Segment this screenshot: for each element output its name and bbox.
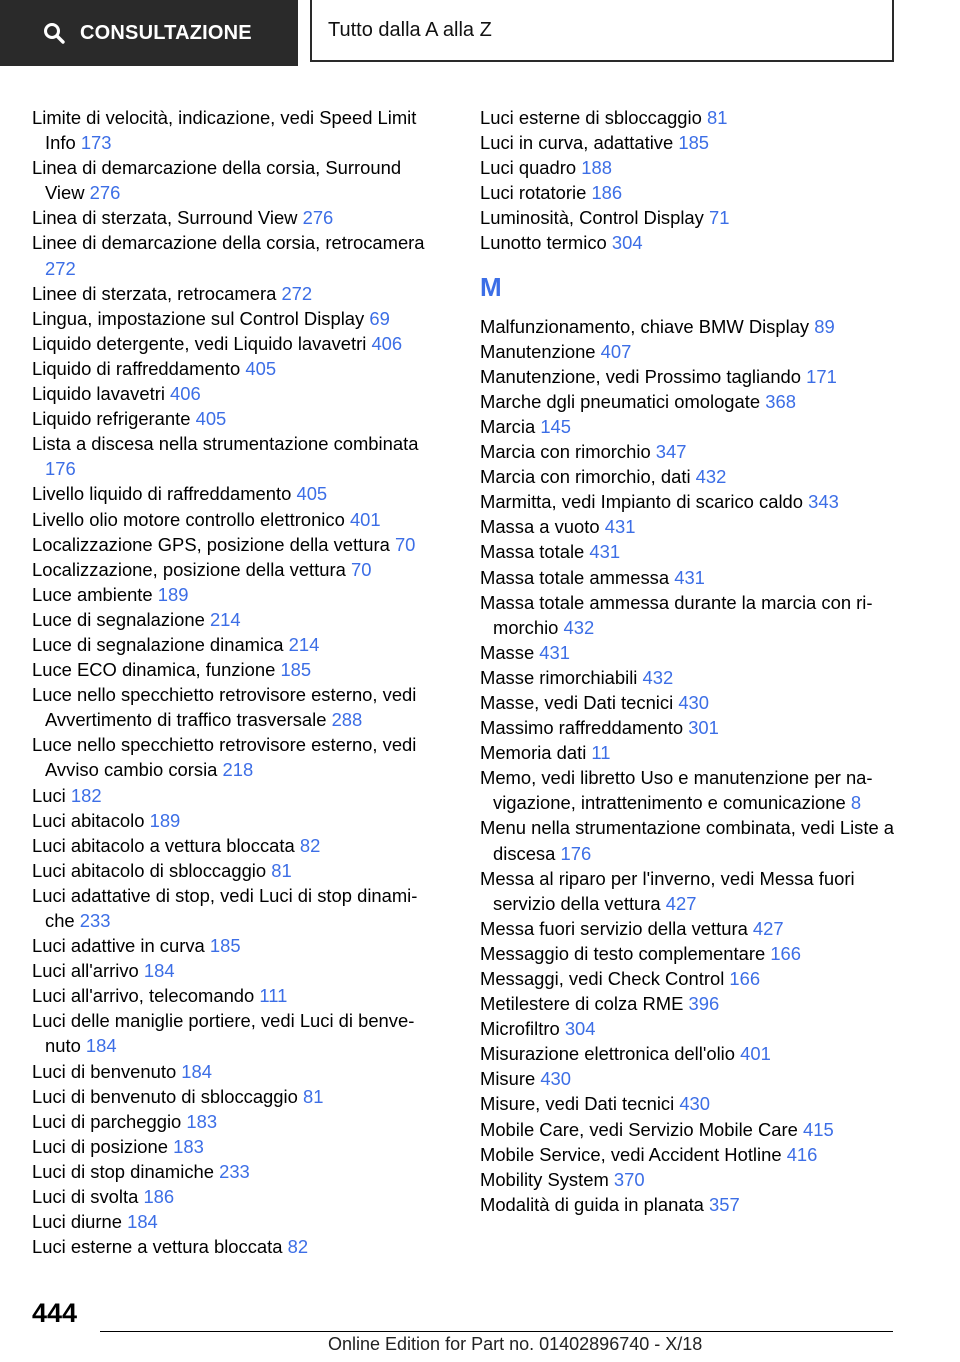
index-entry-term: Memo, vedi libretto Uso e manutenzione per navigazione, intrattenimento e comunicazione — [480, 767, 873, 814]
page-reference-link[interactable]: 185 — [678, 132, 710, 154]
index-entry — [480, 991, 900, 1016]
index-entry-term: Luce nello specchietto retrovisore esterno, vedi Avvertimento di traffico trasversale — [32, 684, 417, 731]
index-entry-term: Luci adattative di stop, vedi Luci di stop dinamiche — [32, 884, 418, 931]
index-entry-term: Luci esterne a vettura bloccata — [32, 1236, 283, 1258]
index-entry — [32, 682, 437, 732]
page-reference-link[interactable]: 11 — [591, 742, 611, 764]
index-entry — [480, 815, 900, 865]
index-entry-term: Luci abitacolo di sbloccaggio — [32, 859, 267, 881]
index-entry — [480, 1091, 900, 1116]
index-entry — [480, 1016, 900, 1041]
page-reference-link[interactable]: 407 — [600, 340, 632, 362]
index-entry — [480, 1142, 900, 1167]
index-entry — [32, 230, 437, 280]
page-reference-link[interactable]: 301 — [688, 717, 719, 739]
page-reference-link[interactable]: 186 — [143, 1186, 175, 1208]
page-reference-link[interactable]: 218 — [222, 759, 254, 781]
index-entry-term: Masse, vedi Dati tecnici — [480, 691, 674, 713]
index-entry — [480, 539, 900, 564]
index-entry-term: Marche dgli pneumatici omologate — [480, 390, 761, 412]
index-entry — [32, 481, 437, 506]
page-reference-link[interactable]: 427 — [665, 892, 697, 914]
index-entry-term: Messa fuori servizio della vettura — [480, 917, 748, 939]
index-entry-term: Memoria dati — [480, 742, 587, 764]
page-reference-link[interactable]: 357 — [709, 1193, 740, 1215]
index-entry-term: Livello liquido di raffreddamento — [32, 483, 292, 505]
index-entry-term: Linea di sterzata, Surround View — [32, 207, 298, 229]
index-entry — [32, 1084, 437, 1109]
index-entry-term: Luci delle maniglie portiere, vedi Luci di benvenuto — [32, 1010, 415, 1057]
page-reference-link[interactable]: 183 — [186, 1110, 218, 1132]
page-reference-link[interactable]: 171 — [806, 365, 837, 387]
index-entry-term: Luci adattive in curva — [32, 935, 205, 957]
page-reference-link[interactable]: 430 — [540, 1068, 571, 1090]
index-entry-term: Luci in curva, adattative — [480, 132, 674, 154]
index-entry — [480, 514, 900, 539]
page-reference-link[interactable]: 431 — [604, 516, 636, 538]
index-entry — [32, 808, 437, 833]
page-reference-link[interactable]: 145 — [540, 415, 571, 437]
index-entry-term: Liquido di raffreddamento — [32, 357, 241, 379]
page-reference-link[interactable]: 176 — [45, 458, 76, 480]
page-reference-link[interactable]: 81 — [271, 859, 292, 881]
page-reference-link[interactable]: 405 — [195, 408, 227, 430]
page-reference-link[interactable]: 233 — [79, 910, 111, 931]
index-entry — [480, 314, 900, 339]
index-entry — [480, 1167, 900, 1192]
index-entry-term: Manutenzione, vedi Prossimo tagliando — [480, 365, 802, 387]
index-entry-term: Luci rotatorie — [480, 182, 587, 204]
index-entry — [32, 557, 437, 582]
index-entry — [480, 439, 900, 464]
index-entry — [480, 715, 900, 740]
index-entry-term: Liquido detergente, vedi Liquido lavavetri — [32, 332, 367, 354]
index-entry-term: Marcia — [480, 415, 536, 437]
page-reference-link[interactable]: 89 — [814, 315, 835, 337]
page-reference-link[interactable]: 304 — [611, 232, 643, 254]
page-reference-link[interactable]: 82 — [299, 834, 321, 856]
index-entry — [32, 1209, 437, 1234]
page-reference-link[interactable]: 188 — [581, 157, 612, 179]
page-reference-link[interactable]: 69 — [369, 307, 390, 329]
page-reference-link[interactable]: 166 — [770, 942, 802, 964]
index-entry — [32, 632, 437, 657]
index-entry — [480, 364, 900, 389]
index-entry — [480, 489, 900, 514]
page-reference-link[interactable]: 185 — [209, 935, 241, 957]
index-entry-term: Luce ECO dinamica, funzione — [32, 659, 276, 681]
page-reference-link[interactable]: 184 — [85, 1035, 117, 1057]
page-reference-link[interactable]: 272 — [45, 257, 76, 279]
index-entry-term: Luci di stop dinamiche — [32, 1160, 214, 1182]
index-entry-term: Marcia con rimorchio — [480, 441, 651, 463]
page-reference-link[interactable]: 415 — [803, 1118, 834, 1140]
index-group-m — [480, 314, 900, 1217]
index-entry-term: Misure, vedi Dati tecnici — [480, 1093, 675, 1115]
index-entry — [480, 640, 900, 665]
index-entry-term: Masse — [480, 641, 535, 663]
index-entry — [480, 1117, 900, 1142]
page-reference-link[interactable]: 432 — [695, 466, 727, 488]
index-entry-term: Lista a discesa nella strumentazione combinata — [32, 433, 419, 455]
page-reference-link[interactable]: 416 — [786, 1143, 818, 1165]
index-entry — [32, 356, 437, 381]
page-reference-link[interactable]: 81 — [302, 1085, 324, 1107]
page-reference-link[interactable]: 183 — [173, 1135, 204, 1157]
edition-footer: Online Edition for Part no. 01402896740 - X/18 — [328, 1334, 703, 1354]
index-entry — [480, 565, 900, 590]
page-reference-link[interactable]: 432 — [563, 616, 595, 638]
index-entry — [32, 983, 437, 1008]
index-entry-term: Mobile Service, vedi Accident Hotline — [480, 1143, 782, 1165]
index-entry — [32, 507, 437, 532]
index-entry — [32, 1159, 437, 1184]
page-reference-link[interactable]: 276 — [89, 182, 121, 204]
index-entry-term: Malfunzionamento, chiave BMW Display — [480, 315, 810, 337]
index-entry-term: Linee di demarcazione della corsia, retrocamera — [32, 232, 425, 254]
index-entry — [480, 230, 900, 255]
index-entry-term: Liquido refrigerante — [32, 408, 191, 430]
index-entry — [480, 1066, 900, 1091]
index-entry-term: Liquido lavavetri — [32, 383, 165, 405]
index-entry-term: Luci diurne — [32, 1211, 122, 1233]
page-reference-link[interactable]: 189 — [157, 583, 189, 605]
page-reference-link[interactable]: 233 — [219, 1160, 250, 1182]
index-entry-term: Messaggio di testo complementare — [480, 942, 766, 964]
index-entry — [480, 590, 900, 640]
page-reference-link[interactable]: 276 — [302, 207, 334, 229]
page-reference-link[interactable]: 186 — [591, 182, 623, 204]
index-entry — [480, 155, 900, 180]
index-entry — [480, 105, 900, 130]
index-entry — [480, 966, 900, 991]
index-entry-term: Linee di sterzata, retrocamera — [32, 282, 277, 304]
index-entry-term: Massa totale — [480, 541, 585, 563]
index-entry-term: Luce di segnalazione dinamica — [32, 633, 284, 655]
footer-divider — [100, 1331, 893, 1332]
index-entry-term: Luci esterne di sbloccaggio — [480, 107, 702, 128]
index-entry — [32, 958, 437, 983]
page-reference-link[interactable]: 343 — [808, 491, 839, 513]
index-entry — [480, 740, 900, 765]
index-entry — [480, 389, 900, 414]
page-reference-link[interactable]: 82 — [287, 1236, 309, 1258]
index-entry-term: Luci di parcheggio — [32, 1110, 182, 1132]
index-entry-term: Luci — [32, 784, 66, 806]
index-entry — [32, 1184, 437, 1209]
page-reference-link[interactable]: 184 — [127, 1211, 158, 1233]
index-column-right — [480, 105, 900, 1217]
index-entry-term: Luci all'arrivo — [32, 960, 139, 982]
index-entry — [32, 607, 437, 632]
index-entry — [32, 105, 437, 155]
index-entry — [32, 933, 437, 958]
page-reference-link[interactable]: 8 — [850, 792, 862, 814]
index-entry-term: Misure — [480, 1068, 536, 1090]
index-entry — [480, 414, 900, 439]
index-entry-term: Lunotto termico — [480, 232, 607, 254]
index-entry-term: Microfiltro — [480, 1018, 560, 1040]
index-entry-term: Luci di posizione — [32, 1135, 168, 1157]
index-entry — [32, 783, 437, 808]
index-entry-term: Luminosità, Control Display — [480, 207, 704, 229]
page-title: Tutto dalla A alla Z — [328, 18, 492, 41]
page-reference-link[interactable]: 173 — [80, 132, 112, 154]
page-reference-link[interactable]: 430 — [678, 691, 709, 713]
index-entry-term: Luci abitacolo a vettura bloccata — [32, 834, 295, 856]
index-entry-term: Massa totale ammessa durante la marcia con rimorchio — [480, 591, 873, 638]
index-entry-term: Luce di segnalazione — [32, 608, 205, 630]
index-entry-term: Messa al riparo per l'inverno, vedi Messa fuori servizio della vettura — [480, 867, 855, 914]
index-entry-term: Masse rimorchiabili — [480, 666, 638, 688]
page-reference-link[interactable]: 111 — [259, 985, 288, 1007]
index-entry — [480, 205, 900, 230]
page-reference-link[interactable]: 182 — [70, 784, 102, 806]
search-icon — [42, 21, 66, 45]
index-entry-term: Mobility System — [480, 1168, 609, 1190]
index-entry-term: Limite di velocità, indicazione, vedi Speed Limit Info — [32, 107, 417, 154]
index-entry — [32, 281, 437, 306]
index-entry-term: Luci di benvenuto — [32, 1060, 177, 1082]
index-entry — [480, 665, 900, 690]
page-reference-link[interactable]: 405 — [296, 483, 328, 505]
page-reference-link[interactable]: 347 — [655, 441, 687, 463]
section-letter-heading: M — [480, 271, 502, 302]
page-reference-link[interactable]: 431 — [674, 566, 705, 588]
page-number: 444 — [32, 1298, 78, 1328]
page-reference-link[interactable]: 166 — [729, 968, 761, 989]
index-entry-term: Luci abitacolo — [32, 809, 145, 831]
index-entry — [480, 130, 900, 155]
page-reference-link[interactable]: 401 — [349, 508, 381, 530]
index-entry-term: Luci all'arrivo, telecomando — [32, 985, 255, 1007]
page-reference-link[interactable]: 368 — [765, 390, 796, 412]
index-entry-term: Marmitta, vedi Impianto di scarico caldo — [480, 491, 803, 513]
index-entry — [32, 657, 437, 682]
index-entry — [480, 339, 900, 364]
index-entry-term: Luce ambiente — [32, 583, 153, 605]
index-entry — [32, 1008, 437, 1058]
index-entry — [32, 155, 437, 205]
page-reference-link[interactable]: 370 — [613, 1168, 645, 1190]
page-reference-link[interactable]: 70 — [394, 533, 416, 555]
index-entry-term: Massimo raffreddamento — [480, 717, 684, 739]
index-entry — [32, 381, 437, 406]
index-column-left — [32, 105, 437, 1259]
index-entry-term: Misurazione elettronica dell'olio — [480, 1043, 735, 1065]
index-entry-term: Manutenzione — [480, 340, 596, 362]
index-entry — [480, 916, 900, 941]
index-entry-term: Mobile Care, vedi Servizio Mobile Care — [480, 1118, 798, 1140]
index-entry-term: Livello olio motore controllo elettronico — [32, 508, 345, 530]
page-reference-link[interactable]: 406 — [170, 383, 201, 405]
index-entry — [480, 866, 900, 916]
page-reference-link[interactable]: 214 — [288, 633, 320, 655]
index-entry-term: Linea di demarcazione della corsia, Surround View — [32, 157, 402, 204]
index-entry — [480, 941, 900, 966]
index-entry — [32, 431, 437, 481]
index-entry — [32, 833, 437, 858]
index-entry-term: Massa totale ammessa — [480, 566, 670, 588]
index-entry — [480, 1192, 900, 1217]
index-entry — [32, 532, 437, 557]
page-reference-link[interactable]: 405 — [245, 357, 277, 379]
index-entry — [32, 1059, 437, 1084]
page-reference-link[interactable]: 406 — [371, 332, 403, 354]
page-reference-link[interactable]: 184 — [181, 1060, 212, 1082]
index-entry — [480, 690, 900, 715]
index-entry-term: Luci di svolta — [32, 1186, 139, 1208]
header-title-box — [310, 0, 894, 62]
page-reference-link[interactable]: 430 — [679, 1093, 711, 1115]
page-reference-link[interactable]: 185 — [280, 659, 312, 681]
page-reference-link[interactable]: 304 — [564, 1018, 596, 1040]
page-reference-link[interactable]: 81 — [706, 107, 728, 128]
section-tab — [0, 0, 298, 66]
page-reference-link[interactable]: 396 — [688, 993, 720, 1015]
page-reference-link[interactable]: 432 — [642, 666, 674, 688]
index-entry-term: Messaggi, vedi Check Control — [480, 968, 725, 989]
index-entry — [32, 1109, 437, 1134]
index-entry — [32, 582, 437, 607]
page-reference-link[interactable]: 288 — [331, 709, 363, 731]
section-label: CONSULTAZIONE — [80, 21, 252, 44]
index-entry-term: Metilestere di colza RME — [480, 993, 684, 1015]
index-entry — [480, 464, 900, 489]
page-reference-link[interactable]: 184 — [143, 960, 175, 982]
page-reference-link[interactable]: 71 — [708, 207, 730, 229]
page-reference-link[interactable]: 70 — [350, 558, 372, 580]
page-header — [0, 0, 960, 66]
page-reference-link[interactable]: 176 — [560, 842, 592, 864]
index-entry-term: Marcia con rimorchio, dati — [480, 466, 691, 488]
index-entry — [480, 180, 900, 205]
index-entry-term: Luci di benvenuto di sbloccaggio — [32, 1085, 298, 1107]
index-entry — [480, 1041, 900, 1066]
index-entry — [32, 732, 437, 782]
index-entry — [32, 331, 437, 356]
index-entry-term: Luci quadro — [480, 157, 577, 179]
index-entry-term: Menu nella strumentazione combinata, vedi Liste a discesa — [480, 817, 895, 864]
page-reference-link[interactable]: 401 — [740, 1043, 771, 1065]
index-entry — [32, 1134, 437, 1159]
page-reference-link[interactable]: 431 — [589, 541, 621, 563]
index-entry-term: Massa a vuoto — [480, 516, 600, 538]
page-reference-link[interactable]: 427 — [752, 917, 784, 939]
index-entry-term: Localizzazione, posizione della vettura — [32, 558, 346, 580]
index-entry — [32, 205, 437, 230]
index-entry — [32, 406, 437, 431]
index-group-l-continued — [480, 105, 900, 256]
index-entry — [480, 765, 900, 815]
index-entry — [32, 883, 437, 933]
index-entry-term: Luce nello specchietto retrovisore esterno, vedi Avviso cambio corsia — [32, 734, 417, 781]
index-entry — [32, 1234, 437, 1259]
page-reference-link[interactable]: 272 — [281, 282, 313, 304]
index-entry-term: Localizzazione GPS, posizione della vettura — [32, 533, 390, 555]
index-entry — [32, 306, 437, 331]
page-reference-link[interactable]: 189 — [149, 809, 181, 831]
page-reference-link[interactable]: 431 — [539, 641, 570, 663]
index-entry-term: Modalità di guida in planata — [480, 1193, 704, 1215]
index-entry-term: Lingua, impostazione sul Control Display — [32, 307, 365, 329]
index-entry — [32, 858, 437, 883]
page-reference-link[interactable]: 214 — [209, 608, 241, 630]
